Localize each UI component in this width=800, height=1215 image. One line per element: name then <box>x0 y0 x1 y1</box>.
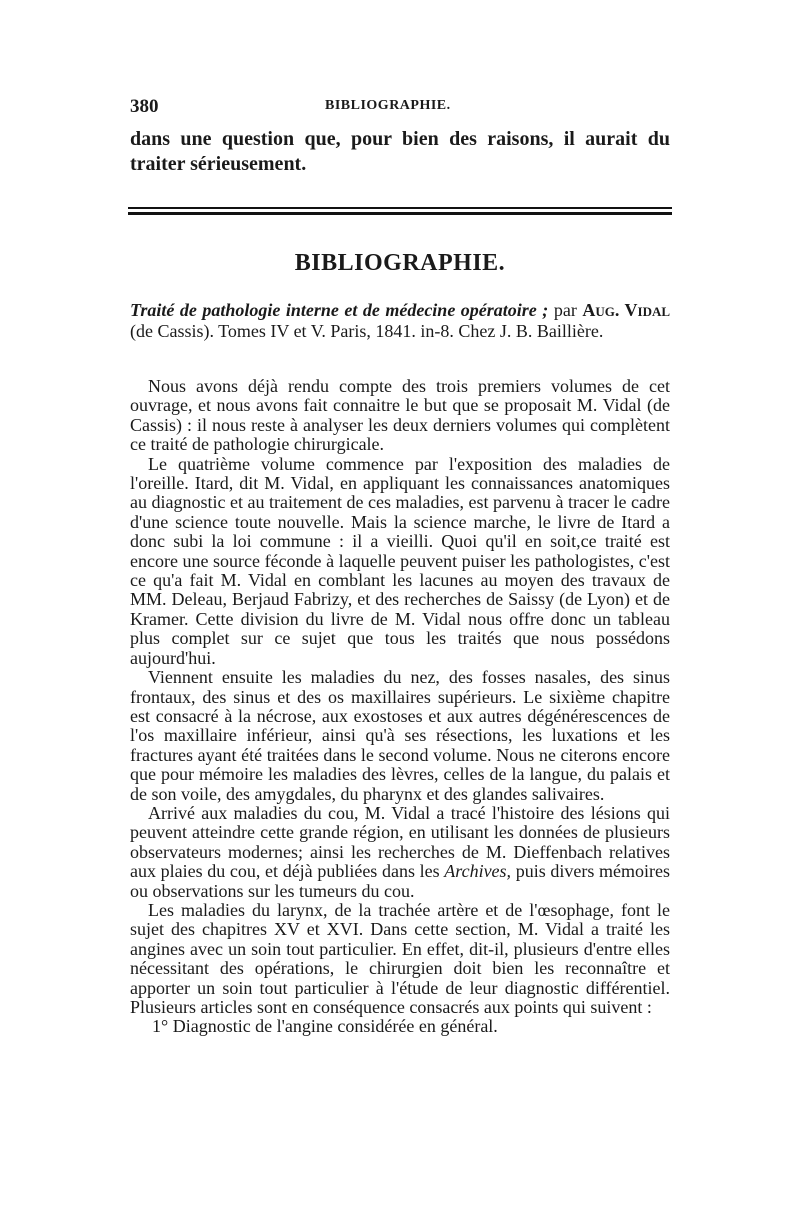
page-number: 380 <box>130 96 159 117</box>
book-title: Traité de pathologie interne et de médecine opératoire ; <box>130 300 549 320</box>
paragraph <box>130 804 670 901</box>
book-by: par <box>553 300 577 320</box>
book-details: (de Cassis). Tomes IV et V. Paris, 1841. in-8. Chez J. B. Baillière. <box>130 321 604 341</box>
divider-rule-thick <box>128 212 672 215</box>
paragraph: Viennent ensuite les maladies du nez, des fosses nasales, des sinus frontaux, des sinus et des os maxillaires supérieurs. Le sixième chapitre est consacré à la nécrose, aux exostoses et aux autres dégénérescences de l'os maxillaire inférieur, ainsi qu'à ses résections, les luxations et les fractures ayant été traitées dans le second volume. Nous ne citerons encore que pour mémoire les maladies des lèvres, celles de la langue, du palais et de son voile, des amygdales, du pharynx et des glandes salivaires. <box>130 667 670 804</box>
paragraph-text: Arrivé aux maladies du cou, M. Vidal a tracé l'histoire des lésions qui peuvent atteindre cette grande région, en utilisant les données de plusieurs observateurs modernes; ainsi les recherches de M. Dieffenbach relatives aux plaies du cou, et déjà publiées dans les <box>130 802 670 882</box>
paragraph: Nous avons déjà rendu compte des trois premiers volumes de cet ouvrage, et nous avons fait connaitre le but que se proposait M. Vidal (de Cassis) : il nous reste à analyser les deux derniers volumes qui complètent ce traité de pathologie chirurgicale. <box>130 376 670 455</box>
review-body <box>130 377 670 1037</box>
intro-text: dans une question que, pour bien des raisons, il aurait du traiter sérieusement. <box>130 128 670 175</box>
section-title: BIBLIOGRAPHIE. <box>294 250 506 276</box>
paragraph: 1° Diagnostic de l'angine considérée en général. <box>152 1016 498 1037</box>
divider-rule-thin <box>128 207 672 209</box>
archives-word: Archives, <box>444 861 512 882</box>
paragraph: Les maladies du larynx, de la trachée artère et de l'œsophage, font le sujet des chapitres XV et XVI. Dans cette section, M. Vidal a traité les angines avec un soin tout particulier. En effet, dit-il, plusieurs d'entre elles nécessitant des opérations, le chirurgien doit bien les reconnaître et apporter un soin tout particulier à l'étude de leur diagnostic différentiel. Plusieurs articles sont en conséquence consacrés aux points qui suivent : <box>130 899 670 1017</box>
paragraph-tail: puis divers mémoires ou observations sur les tumeurs du cou. <box>130 861 670 901</box>
book-author: Aug. Vidal <box>582 300 671 320</box>
book-reference <box>130 300 670 342</box>
paragraph: Le quatrième volume commence par l'exposition des maladies de l'oreille. Itard, dit M. Vidal, en appliquant les connaissances anatomiques au diagnostic et au traitement de ces maladies, est parvenu à tracer le cadre d'une science toute nouvelle. Mais la science marche, le livre de Itard a donc subi la loi commune : il a vieilli. Quoi qu'il en soit,ce traité est encore une source féconde à laquelle peuvent puiser les pathologistes, c'est ce qu'a fait M. Vidal en comblant les lacunes au moyen des travaux de MM. Deleau, Berjaud Fabrizy, et des recherches de Saissy (de Lyon) et de Kramer. Cette division du livre de M. Vidal nous offre donc un tableau plus complet sur ce sujet que tous les traités que nous possédons aujourd'hui. <box>130 453 670 668</box>
running-title: BIBLIOGRAPHIE. <box>325 98 451 113</box>
